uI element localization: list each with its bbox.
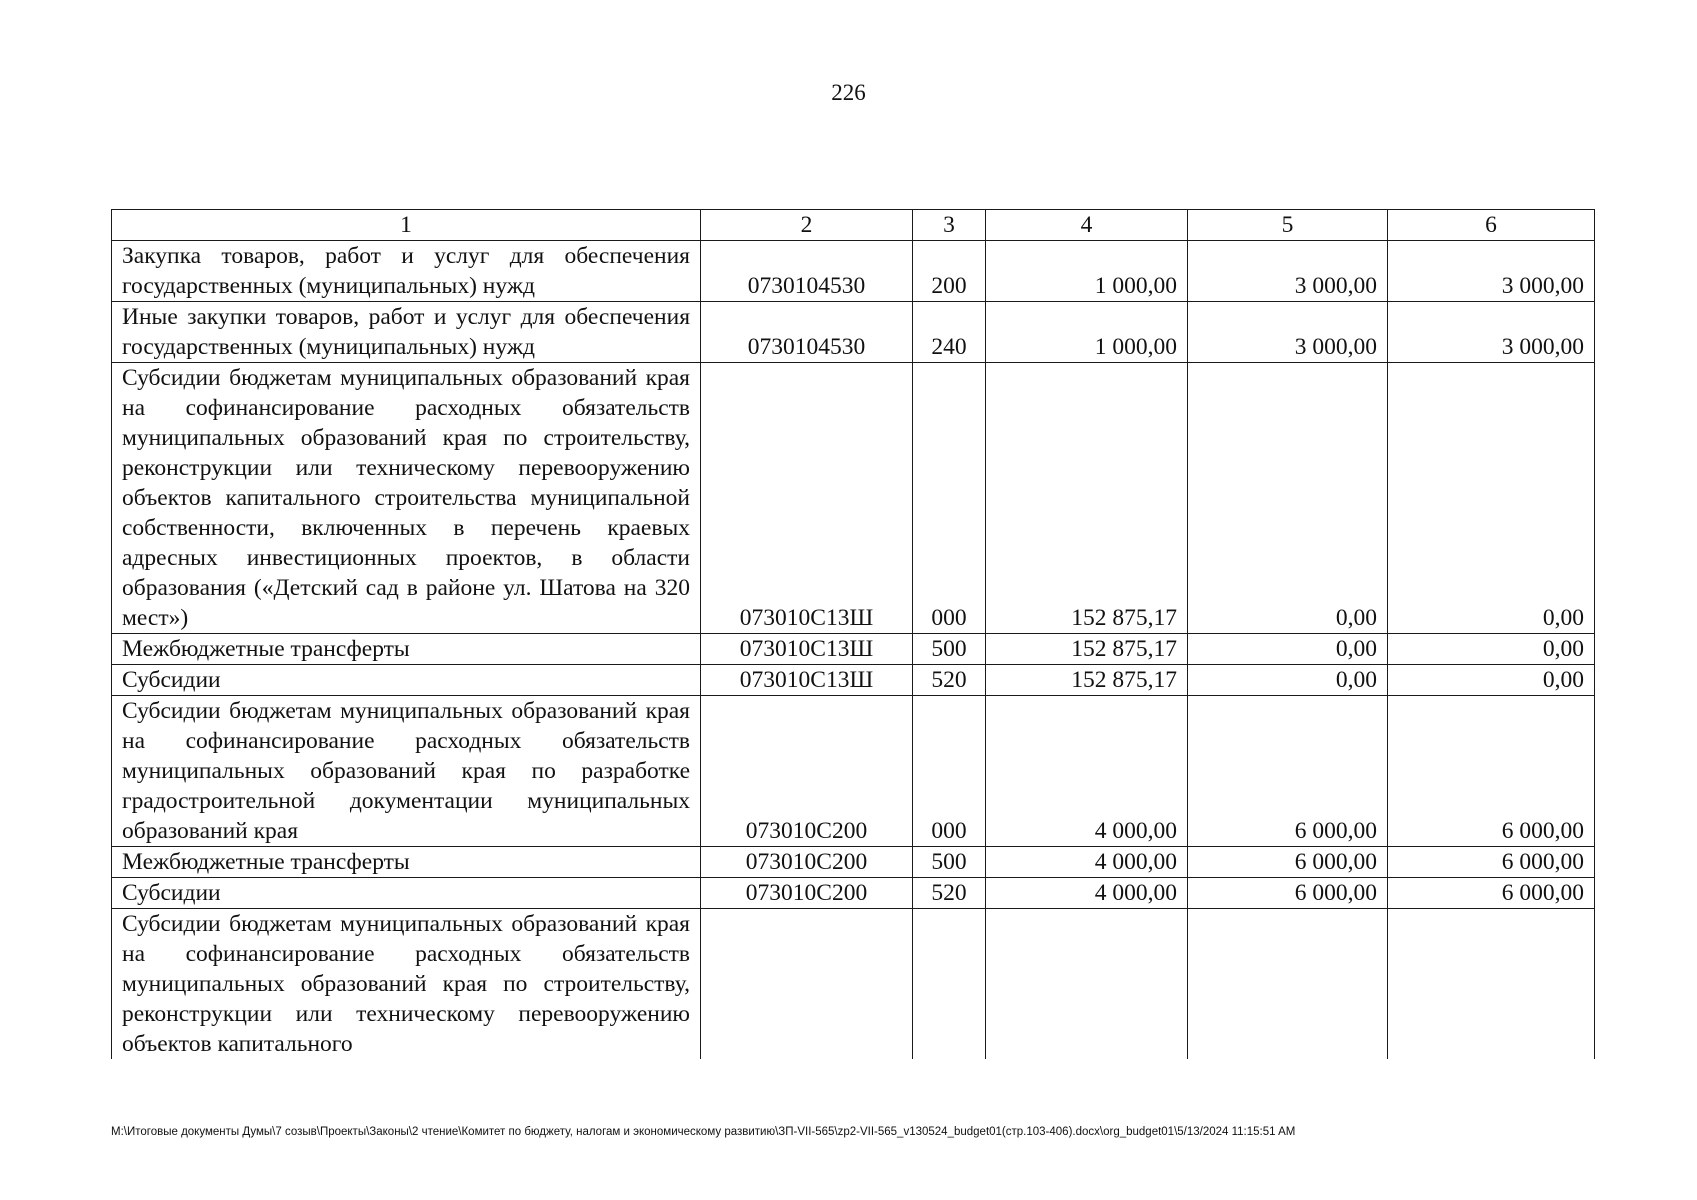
column-header-6: 6 — [1388, 210, 1595, 241]
row-value-col4: 152 875,17 — [986, 665, 1188, 696]
table-row — [112, 696, 1595, 847]
row-value-col4: 4 000,00 — [986, 878, 1188, 909]
row-name: Субсидии — [112, 665, 701, 696]
table-row — [112, 634, 1595, 665]
column-header-3: 3 — [913, 210, 986, 241]
row-value-col6: 6 000,00 — [1388, 696, 1595, 847]
row-value-col5: 0,00 — [1188, 363, 1388, 634]
row-value-col6: 6 000,00 — [1388, 878, 1595, 909]
row-value-col5: 6 000,00 — [1188, 878, 1388, 909]
row-code: 0730104530 — [701, 302, 913, 363]
row-type: 240 — [913, 302, 986, 363]
page-number: 226 — [831, 80, 866, 105]
row-value-col6: 0,00 — [1388, 665, 1595, 696]
row-code: 073010С13Ш — [701, 634, 913, 665]
row-type: 500 — [913, 634, 986, 665]
row-value-col4 — [986, 909, 1188, 1060]
row-code: 073010С200 — [701, 847, 913, 878]
row-value-col6 — [1388, 909, 1595, 1060]
row-name: Иные закупки товаров, работ и услуг для обеспечения государственных (муниципальных) нужд — [112, 302, 701, 363]
row-value-col5: 0,00 — [1188, 665, 1388, 696]
row-value-col6: 3 000,00 — [1388, 302, 1595, 363]
table-row — [112, 909, 1595, 1060]
row-type: 000 — [913, 363, 986, 634]
column-header-2: 2 — [701, 210, 913, 241]
row-value-col5: 3 000,00 — [1188, 241, 1388, 302]
row-value-col4: 152 875,17 — [986, 634, 1188, 665]
row-code: 073010С200 — [701, 696, 913, 847]
table-row — [112, 665, 1595, 696]
budget-table — [111, 209, 1595, 1059]
row-value-col6: 0,00 — [1388, 634, 1595, 665]
row-value-col6: 6 000,00 — [1388, 847, 1595, 878]
row-value-col5: 0,00 — [1188, 634, 1388, 665]
row-value-col5: 6 000,00 — [1188, 847, 1388, 878]
row-value-col5 — [1188, 909, 1388, 1060]
row-type — [913, 909, 986, 1060]
row-value-col6: 3 000,00 — [1388, 241, 1595, 302]
row-value-col4: 4 000,00 — [986, 696, 1188, 847]
table-row — [112, 363, 1595, 634]
row-name: Субсидии бюджетам муниципальных образований края на софинансирование расходных обязательств муниципальных образований края по разработке градостроительной документации муниципальных образований края — [112, 696, 701, 847]
row-value-col4: 4 000,00 — [986, 847, 1188, 878]
table-row — [112, 241, 1595, 302]
row-code — [701, 909, 913, 1060]
row-type: 520 — [913, 878, 986, 909]
file-path-footer: М:\Итоговые документы Думы\7 созыв\Проекты\Законы\2 чтение\Комитет по бюджету, налогам и экономическому развитию\ЗП-VII-565\zp2-VII-565_v130524_budget01(стр.103-406).docx\org_budget01\5/13/2024 11:15:51 AM — [111, 1126, 1296, 1138]
row-code: 073010С13Ш — [701, 665, 913, 696]
row-value-col6: 0,00 — [1388, 363, 1595, 634]
row-name: Межбюджетные трансферты — [112, 847, 701, 878]
row-value-col4: 152 875,17 — [986, 363, 1188, 634]
table-row — [112, 847, 1595, 878]
row-name: Субсидии бюджетам муниципальных образований края на софинансирование расходных обязательств муниципальных образований края по строительству, реконструкции или техническому перевооружению объектов капитального — [112, 909, 701, 1060]
row-code: 073010С13Ш — [701, 363, 913, 634]
column-header-5: 5 — [1188, 210, 1388, 241]
row-value-col5: 6 000,00 — [1188, 696, 1388, 847]
table-row — [112, 878, 1595, 909]
row-name: Закупка товаров, работ и услуг для обеспечения государственных (муниципальных) нужд — [112, 241, 701, 302]
row-type: 500 — [913, 847, 986, 878]
row-type: 000 — [913, 696, 986, 847]
row-type: 200 — [913, 241, 986, 302]
row-name: Субсидии — [112, 878, 701, 909]
row-value-col5: 3 000,00 — [1188, 302, 1388, 363]
row-type: 520 — [913, 665, 986, 696]
column-header-4: 4 — [986, 210, 1188, 241]
row-code: 073010С200 — [701, 878, 913, 909]
header-row — [112, 210, 1595, 241]
row-value-col4: 1 000,00 — [986, 241, 1188, 302]
row-code: 0730104530 — [701, 241, 913, 302]
row-name: Субсидии бюджетам муниципальных образований края на софинансирование расходных обязательств муниципальных образований края по строительству, реконструкции или техническому перевооружению объектов капитального строительства муниципальной собственности, включенных в перечень краевых адресных инвестиционных проектов, в области образования («Детский сад в районе ул. Шатова на 320 мест») — [112, 363, 701, 634]
row-value-col4: 1 000,00 — [986, 302, 1188, 363]
table-row — [112, 302, 1595, 363]
column-header-1: 1 — [112, 210, 701, 241]
row-name: Межбюджетные трансферты — [112, 634, 701, 665]
